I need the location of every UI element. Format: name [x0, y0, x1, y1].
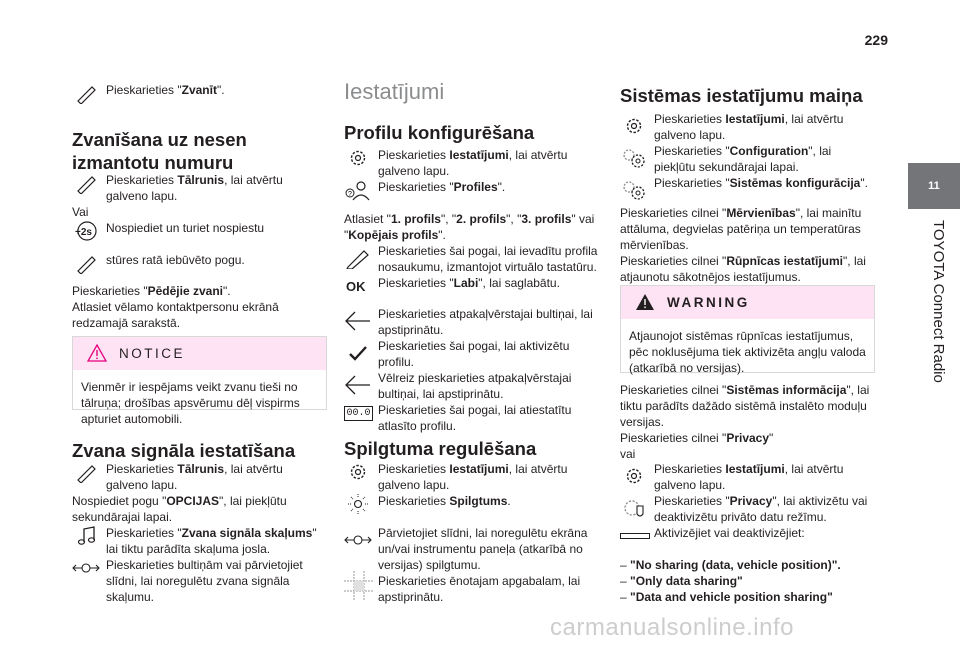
privacy-gear-icon: [620, 497, 648, 519]
slider-drag-icon: [72, 557, 100, 579]
step-open-settings-2: [620, 461, 875, 493]
heading-brightness: Spilgtuma regulēšana: [344, 438, 537, 459]
warning-box: [620, 285, 875, 373]
notice-header: [73, 337, 326, 370]
slider-drag-icon: [344, 529, 372, 551]
chapter-tab: 11: [908, 163, 960, 209]
warning-triangle-icon: [635, 293, 655, 311]
step-talrunis: [72, 172, 327, 204]
sharing-list: [620, 557, 875, 605]
step-text: Vēlreiz pieskarieties atpakaļvērstajai bultiņai, lai apstiprinātu.: [378, 371, 572, 401]
heading-recent-calls: Zvanīšana uz nesen izmantotu numuru: [72, 129, 247, 173]
list-item: – "No sharing (data, vehicle position)".: [620, 558, 841, 572]
text-privacy-tab: Pieskarieties cilnei "Privacy": [620, 431, 774, 445]
step-ring-volume: [72, 525, 327, 557]
notice-body: Vienmēr ir iespējams veikt zvanu tieši no tālruņa; drošības apsvērumu dēļ vispirms apturiet automobili.: [81, 380, 300, 426]
step-hold: [72, 220, 327, 236]
text-system-info: Pieskarieties cilnei "Sistēmas informācija", lai tiktu parādīts dažādo sistēmā instalēto moduļu versijas.: [620, 383, 870, 429]
svg-text:?: ?: [348, 191, 352, 198]
step-text: Pieskarieties šai pogai, lai atiestatītu atlasīto profilu.: [378, 403, 572, 433]
notice-box: [72, 336, 327, 426]
step-text: Pieskarieties Iestatījumi, lai atvērtu galveno lapu.: [654, 462, 844, 492]
chapter-title-vertical: [930, 220, 946, 460]
step-text: Pieskarieties Tālrunis, lai atvērtu galveno lapu.: [106, 173, 283, 203]
toggle-bar-icon: [620, 533, 650, 539]
step-zvanit: [72, 82, 327, 98]
step-check: [344, 338, 602, 370]
step-text: Pieskarieties šai pogai, lai ievadītu profila nosaukumu, izmantojot virtuālo tastatūru.: [378, 244, 598, 274]
gears-icon: [620, 179, 648, 201]
step-text: Pieskarieties "Sistēmas konfigurācija".: [654, 176, 868, 190]
step-brightness: [344, 493, 602, 509]
step-text: Pārvietojiet slīdni, lai noregulētu ekrāna un/vai instrumentu paneļa (atkarībā no versijas) spilgtumu.: [378, 526, 588, 572]
pencil-touch-icon: [72, 252, 100, 274]
checkmark-icon: [344, 342, 372, 364]
text-factory: Pieskarieties cilnei "Rūpnīcas iestatījumi", lai atjaunotu sākotnējos iestatījumus.: [620, 254, 866, 284]
step-open-settings: [620, 111, 875, 143]
step-toggle: [620, 525, 875, 541]
step-talrunis-2: [72, 461, 327, 493]
step-back-2: [344, 370, 602, 402]
gears-icon: [620, 147, 648, 169]
step-text: Pieskarieties Iestatījumi, lai atvērtu galveno lapu.: [378, 462, 568, 492]
text-last-calls: Pieskarieties "Pēdējie zvani".: [72, 284, 231, 298]
step-text: Pieskarieties Iestatījumi, lai atvērtu galveno lapu.: [654, 112, 844, 142]
step-text: Pieskarieties "Zvana signāla skaļums" lai tiktu parādīta skaļuma josla.: [106, 526, 317, 556]
step-open-settings-2: [344, 461, 602, 493]
heading-profiles: Profilu konfigurēšana: [344, 122, 535, 143]
shaded-area-icon: [344, 571, 374, 601]
notice-title: NOTICE: [119, 346, 186, 361]
step-shaded: [344, 573, 602, 605]
step-brightness-slider: [344, 525, 602, 573]
step-wheel: [72, 252, 327, 268]
chapter-title: TOYOTA Connect Radio: [930, 220, 947, 383]
text-select-contact: Atlasiet vēlamo kontaktpersonu ekrānā redzamajā sarakstā.: [72, 300, 279, 330]
heading-ring-volume: Zvana signāla iestatīšana: [72, 440, 296, 461]
profile-icon: [344, 179, 372, 201]
gear-icon: [620, 465, 648, 487]
svg-text:+2s: +2s: [75, 227, 92, 238]
pencil-touch-icon: [72, 172, 100, 194]
music-note-icon: [72, 525, 100, 547]
back-arrow-icon: [344, 374, 372, 396]
step-text: Pieskarieties šai pogai, lai aktivizētu profilu.: [378, 339, 570, 369]
step-privacy: [620, 493, 875, 525]
pencil-icon: [344, 247, 372, 269]
list-item: – "Only data sharing": [620, 574, 743, 588]
warning-triangle-icon: [87, 344, 107, 362]
step-slider: [72, 557, 327, 605]
step-pencil: [344, 243, 602, 275]
watermark: carmanualsonline.info: [550, 614, 794, 641]
text-options: Nospiediet pogu "OPCIJAS", lai piekļūtu sekundārajai lapai.: [72, 494, 287, 524]
gear-icon: [620, 115, 648, 137]
step-text: Pieskarieties Iestatījumi, lai atvērtu galveno lapu.: [378, 148, 568, 178]
warning-body: Atjaunojot sistēmas rūpnīcas iestatījumus, pēc noklusējuma tiek aktivizēta angļu valoda (atkarībā no versijas).: [629, 329, 866, 375]
step-text: Pieskarieties Tālrunis, lai atvērtu galveno lapu.: [106, 462, 283, 492]
list-item: – "Data and vehicle position sharing": [620, 590, 833, 604]
long-press-2s-icon: [72, 220, 100, 242]
step-configuration: [620, 143, 875, 175]
step-text: stūres ratā iebūvēto pogu.: [106, 253, 245, 267]
step-text: Pieskarieties "Zvanīt".: [106, 83, 225, 97]
pencil-touch-icon: [72, 461, 100, 483]
text-vai: Vai: [72, 205, 89, 219]
step-reset: [344, 402, 602, 434]
back-arrow-icon: [344, 310, 372, 332]
step-text: Pieskarieties "Privacy", lai aktivizētu vai deaktivizētu privāto datu režīmu.: [654, 494, 868, 524]
warning-title: WARNING: [667, 295, 750, 310]
text-select-profile: Atlasiet "1. profils", "2. profils", "3. profils" vai "Kopējais profils".: [344, 212, 595, 242]
page-number: 229: [864, 32, 888, 48]
step-text: Pieskarieties "Profiles".: [378, 180, 506, 194]
step-text: Pieskarieties ēnotajam apgabalam, lai apstiprinātu.: [378, 574, 581, 604]
gear-icon: [344, 147, 372, 169]
brightness-icon: [344, 493, 372, 515]
step-profiles: [344, 179, 602, 198]
heading-settings: Iestatījumi: [344, 79, 445, 104]
step-back-1: [344, 306, 602, 338]
text-vai: vai: [620, 447, 636, 461]
step-text: Pieskarieties Spilgtums.: [378, 494, 511, 508]
gear-icon: [344, 461, 372, 483]
reset-counter-icon: 00.0: [344, 406, 373, 421]
pencil-touch-icon: [72, 82, 100, 104]
text-units: Pieskarieties cilnei "Mērvienības", lai mainītu attāluma, degvielas patēriņa un temperatūras mērvienības.: [620, 206, 862, 252]
step-system-config: [620, 175, 875, 191]
step-ok: [344, 275, 602, 294]
step-text: Pieskarieties atpakaļvērstajai bultiņai, lai apstiprinātu.: [378, 307, 593, 337]
step-text: Pieskarieties bultiņām vai pārvietojiet slīdni, lai noregulētu zvana signāla skaļumu.: [106, 558, 303, 604]
step-text: Nospiediet un turiet nospiestu: [106, 221, 265, 235]
step-text: Aktivizējiet vai deaktivizējiet:: [654, 526, 805, 540]
heading-system-settings: Sistēmas iestatījumu maiņa: [620, 85, 863, 106]
warning-header: [621, 286, 874, 319]
step-text: Pieskarieties "Configuration", lai piekļūtu sekundārajai lapai.: [654, 144, 832, 174]
ok-button-icon: OK: [346, 279, 366, 294]
step-open-settings: [344, 147, 602, 179]
step-text: Pieskarieties "Labi", lai saglabātu.: [378, 276, 560, 290]
